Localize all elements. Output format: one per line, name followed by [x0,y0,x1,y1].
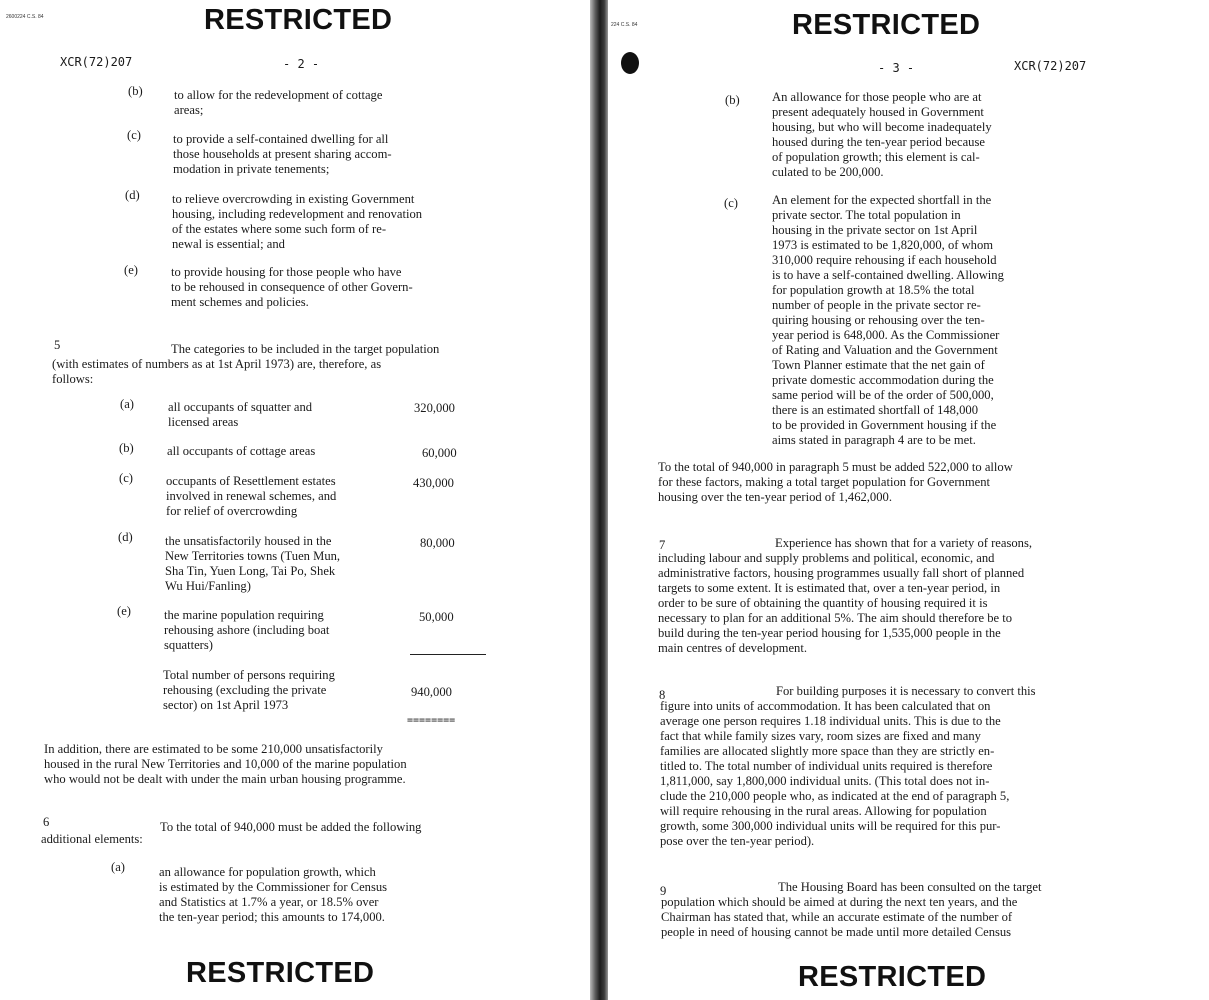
item-text: to provide a self-contained dwelling for all those households at present sharing accom- modation in private tenements; [173,132,392,176]
archive-stamp: 2600224 C.S. 84 [6,14,44,20]
item-text: to relieve overcrowding in existing Government housing, including redevelopment and renovation of the estates where some such form of re- newal is essential; and [172,192,423,251]
total-double-underline: ======== [407,715,456,726]
total-value: 940,000 [411,685,452,699]
reference-number: XCR(72)207 [60,55,133,69]
category-value: 80,000 [420,536,455,550]
item-label: (b) [128,84,143,98]
category-text: all occupants of squatter and licensed areas [168,400,313,429]
category-text: occupants of Resettlement estates involved in renewal schemes, and for relief of overcrowding [166,474,337,518]
paragraph-first-line: The categories to be included in the target population [171,342,440,356]
category-label: (b) [119,441,134,455]
reference-number: XCR(72)207 [1014,59,1087,73]
footer-restricted: RESTRICTED [798,961,987,993]
item-text: An element for the expected shortfall in the private sector. The total population in housing in the private sector on 1st April 1973 is estimated to be 1,820,000, of whom 310,000 require rehousing if each household is to have a self-contained dwelling. Allowing for population growth at 18.5% the total number of people in the private sector re- quiring housing or rehousing over the ten- year period is 648,000. As the Commissioner of Rating and Valuation and the Government Town Planner estimate that the net gain of private domestic accommodation during the same period will be of the order of 500,000, there is an estimated shortfall of 148,000 to be provided in Government housing if the aims stated in paragraph 4 are to be met. [772,193,1004,447]
addition-paragraph: In addition, there are estimated to be some 210,000 unsatisfactorily housed in the rural New Territories and 10,000 of the marine population who would not be dealt with under the main urban housing programme. [44,742,407,786]
paragraph-number: 8 [659,688,666,702]
subtotal-rule [410,654,486,655]
item-text: an allowance for population growth, which is estimated by the Commissioner for Census and Statistics at 1.7% a year, or 18.5% over the ten-year period; this amounts to 174,000. [159,865,388,924]
item-text: to provide housing for those people who have to be rehoused in consequence of other Govern- ment schemes and policies. [171,265,413,309]
page-number: - 2 - [283,57,320,71]
total-paragraph: To the total of 940,000 in paragraph 5 must be added 522,000 to allow for these factors, making a total target population for Government housing over the ten-year period of 1,462,000. [658,460,1013,504]
header-restricted: RESTRICTED [204,4,393,36]
item-label: (a) [111,860,125,874]
category-label: (d) [118,530,133,544]
paragraph-first-line: For building purposes it is necessary to convert this [776,684,1036,698]
footer-restricted: RESTRICTED [186,957,375,989]
paragraph-text: population which should be aimed at during the next ten years, and the Chairman has stated that, while an accurate estimate of the number of people in need of housing cannot be made until more detailed Census [661,895,1018,939]
category-text: the marine population requiring rehousing ashore (including boat squatters) [164,608,330,652]
item-label: (c) [127,128,141,142]
paragraph-number: 5 [54,338,61,352]
category-value: 320,000 [414,401,455,415]
paragraph-number: 9 [660,884,667,898]
item-label: (c) [724,196,738,210]
total-text: Total number of persons requiring rehousing (excluding the private sector) on 1st April 1973 [163,668,335,712]
item-text: to allow for the redevelopment of cottage areas; [174,88,383,117]
category-text: the unsatisfactorily housed in the New Territories towns (Tuen Mun, Sha Tin, Yuen Long, Tai Po, Shek Wu Hui/Fanling) [165,534,341,593]
paragraph-text: including labour and supply problems and political, economic, and administrative factors, housing programmes usually fall short of planned targets to some extent. It is estimated that, over a ten-year period, in order to be sure of obtaining the quantity of housing required it is necessary to plan for an additional 5%. The aim should therefore be to build during the ten-year period housing for 1,535,000 people in the main centres of development. [658,551,1025,655]
page-number: - 3 - [878,61,915,75]
paragraph-text: (with estimates of numbers as at 1st April 1973) are, therefore, as follows: [52,357,382,386]
paragraph-number: 6 [43,815,50,829]
right-page [608,0,1209,1000]
item-label: (e) [124,263,138,277]
left-page [0,0,590,1000]
paragraph-first-line: To the total of 940,000 must be added the following [160,820,422,834]
paragraph-text: additional elements: [41,832,143,846]
category-text: all occupants of cottage areas [167,444,316,458]
category-value: 50,000 [419,610,454,624]
item-label: (d) [125,188,140,202]
category-label: (a) [120,397,134,411]
item-label: (b) [725,93,740,107]
category-value: 430,000 [413,476,454,490]
paragraph-first-line: The Housing Board has been consulted on the target [778,880,1042,894]
paragraph-text: figure into units of accommodation. It has been calculated that on average one person requires 1.18 individual units. This is due to the fact that while family sizes vary, room sizes are fixed and many families are allocated slightly more space than they are strictly en- titled to. The total number of individual units required is therefore 1,811,000, say 1,800,000 individual units. (This total does not in- clude the 210,000 people who, as indicated at the end of paragraph 5, will require rehousing in the rural areas. Allowing for population growth, some 300,000 individual units will be required for this pur- pose over the ten-year period). [660,699,1010,848]
category-label: (e) [117,604,131,618]
item-text: An allowance for those people who are at present adequately housed in Government housing, but who will become inadequately housed during the ten-year period because of population growth; this element is cal- culated to be 200,000. [772,90,992,179]
paragraph-first-line: Experience has shown that for a variety of reasons, [775,536,1033,550]
paragraph-number: 7 [659,538,666,552]
book-binding [590,0,608,1000]
category-value: 60,000 [422,446,457,460]
category-label: (c) [119,471,133,485]
archive-stamp: 224 C.S. 84 [611,22,638,28]
header-restricted: RESTRICTED [792,9,981,41]
